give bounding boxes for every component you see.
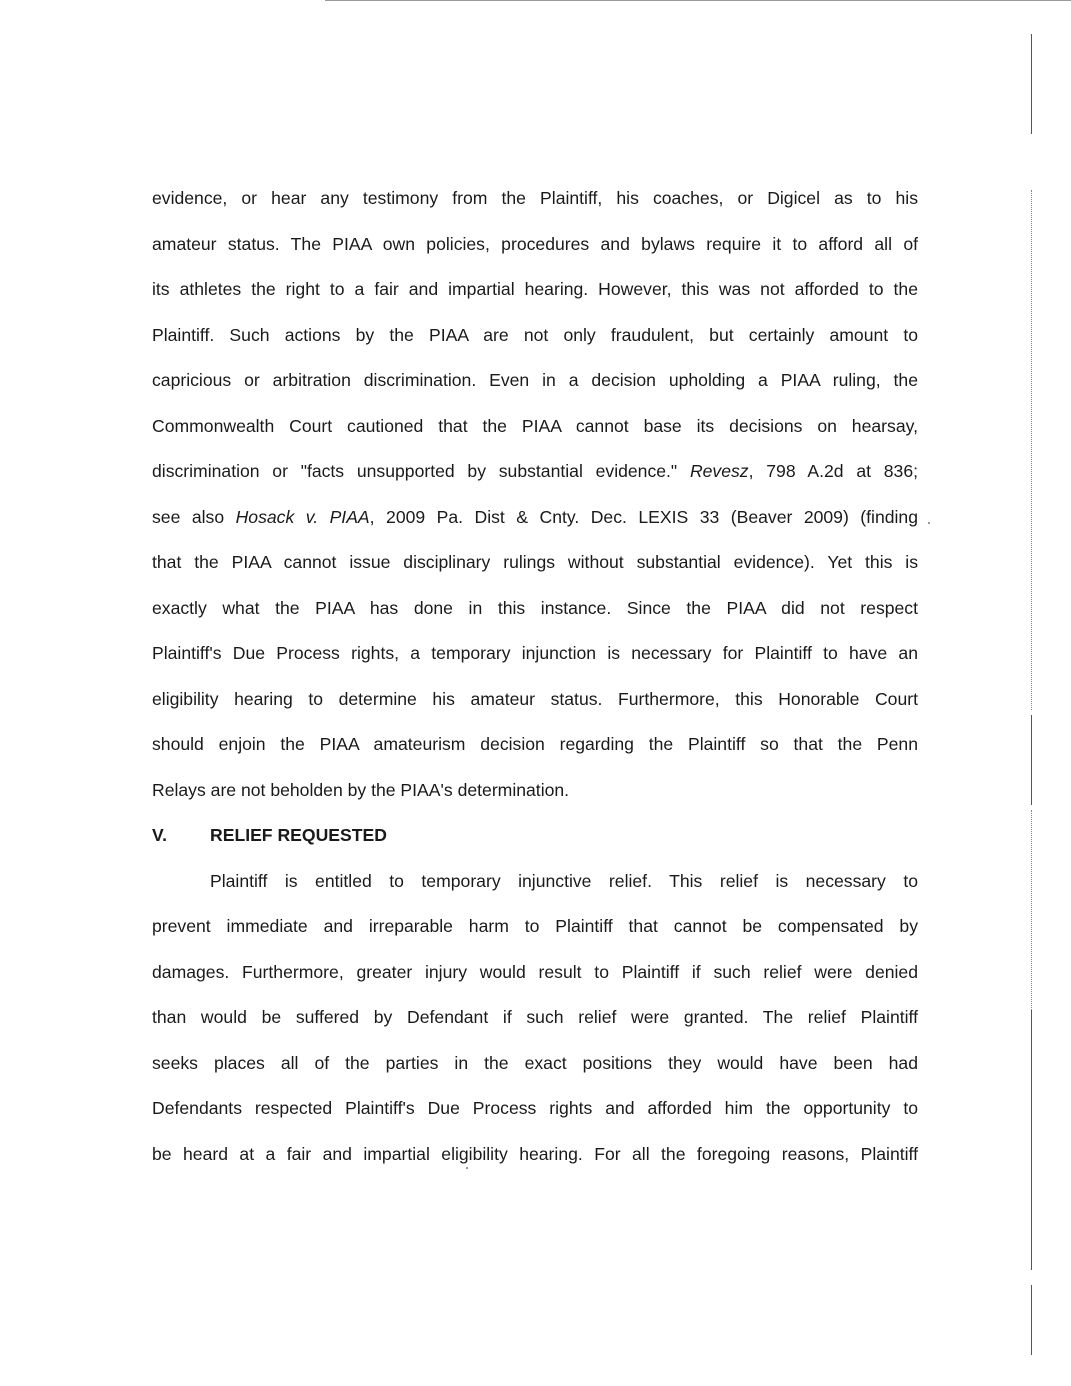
scan-edge-right-6 — [1031, 1285, 1032, 1355]
text-line: exactly what the PIAA has done in this instance. Since the PIAA did not respect — [152, 597, 918, 618]
text-line — [152, 495, 918, 541]
scan-edge-right-2 — [1031, 190, 1032, 710]
paragraph-relief — [152, 859, 918, 1178]
case-citation: Hosack v. PIAA — [235, 506, 370, 527]
text-line: Plaintiff's Due Process rights, a temporary injunction is necessary for Plaintiff to have an — [152, 643, 918, 663]
scan-edge-right-4 — [1031, 810, 1032, 1010]
text-line: that the PIAA cannot issue disciplinary rulings without substantial evidence). Yet this is — [152, 552, 918, 572]
text-line: capricious or arbitration discrimination. Even in a decision upholding a PIAA ruling, the — [152, 370, 918, 390]
section-number: V. — [152, 825, 168, 845]
text-line: eligibility hearing to determine his amateur status. Furthermore, this Honorable Court — [152, 688, 918, 709]
text-line: than would be suffered by Defendant if such relief were granted. The relief Plaintiff — [152, 1007, 918, 1027]
text-line: Commonwealth Court cautioned that the PIAA cannot base its decisions on hearsay, — [152, 415, 918, 436]
scan-edge-right-5 — [1031, 1010, 1032, 1270]
text-line: Relays are not beholden by the PIAA's determination. — [152, 779, 570, 800]
text-line: evidence, or hear any testimony from the Plaintiff, his coaches, or Digicel as to his — [152, 188, 918, 208]
text-run: , 798 A.2d at 836; — [748, 461, 918, 481]
text-line: prevent immediate and irreparable harm to Plaintiff that cannot be compensated by — [152, 916, 918, 936]
scan-edge-top — [325, 0, 1071, 1]
text-line: should enjoin the PIAA amateurism decision regarding the Plaintiff so that the Penn — [152, 734, 918, 754]
scan-edge-right-1 — [1031, 34, 1032, 134]
text-line: be heard at a fair and impartial eligibility hearing. For all the foregoing reasons, Plaintiff — [152, 1143, 918, 1164]
text-line: Plaintiff is entitled to temporary injunctive relief. This relief is necessary to — [210, 870, 918, 891]
text-run: see also — [152, 506, 236, 527]
text-line: Defendants respected Plaintiff's Due Process rights and afforded him the opportunity to — [152, 1098, 918, 1118]
text-run: discrimination or "facts unsupported by substantial evidence." — [152, 461, 690, 481]
scan-edge-right-3 — [1031, 715, 1032, 805]
text-line: seeks places all of the parties in the exact positions they would have been had — [152, 1052, 918, 1073]
text-run: , 2009 Pa. Dist & Cnty. Dec. LEXIS 33 (Beaver 2009) (finding — [369, 506, 918, 527]
body-text — [152, 176, 918, 1177]
case-citation: Revesz — [689, 461, 749, 481]
text-line — [152, 449, 918, 495]
paragraph-argument — [152, 176, 918, 813]
section-title: RELIEF REQUESTED — [210, 825, 387, 845]
text-line: damages. Furthermore, greater injury would result to Plaintiff if such relief were denied — [152, 961, 918, 982]
section-heading — [152, 813, 918, 859]
scan-speck — [928, 522, 930, 524]
text-line: amateur status. The PIAA own policies, procedures and bylaws require it to afford all of — [152, 233, 918, 254]
text-line: Plaintiff. Such actions by the PIAA are not only fraudulent, but certainly amount to — [152, 324, 918, 345]
text-line: its athletes the right to a fair and impartial hearing. However, this was not afforded to the — [152, 279, 918, 299]
